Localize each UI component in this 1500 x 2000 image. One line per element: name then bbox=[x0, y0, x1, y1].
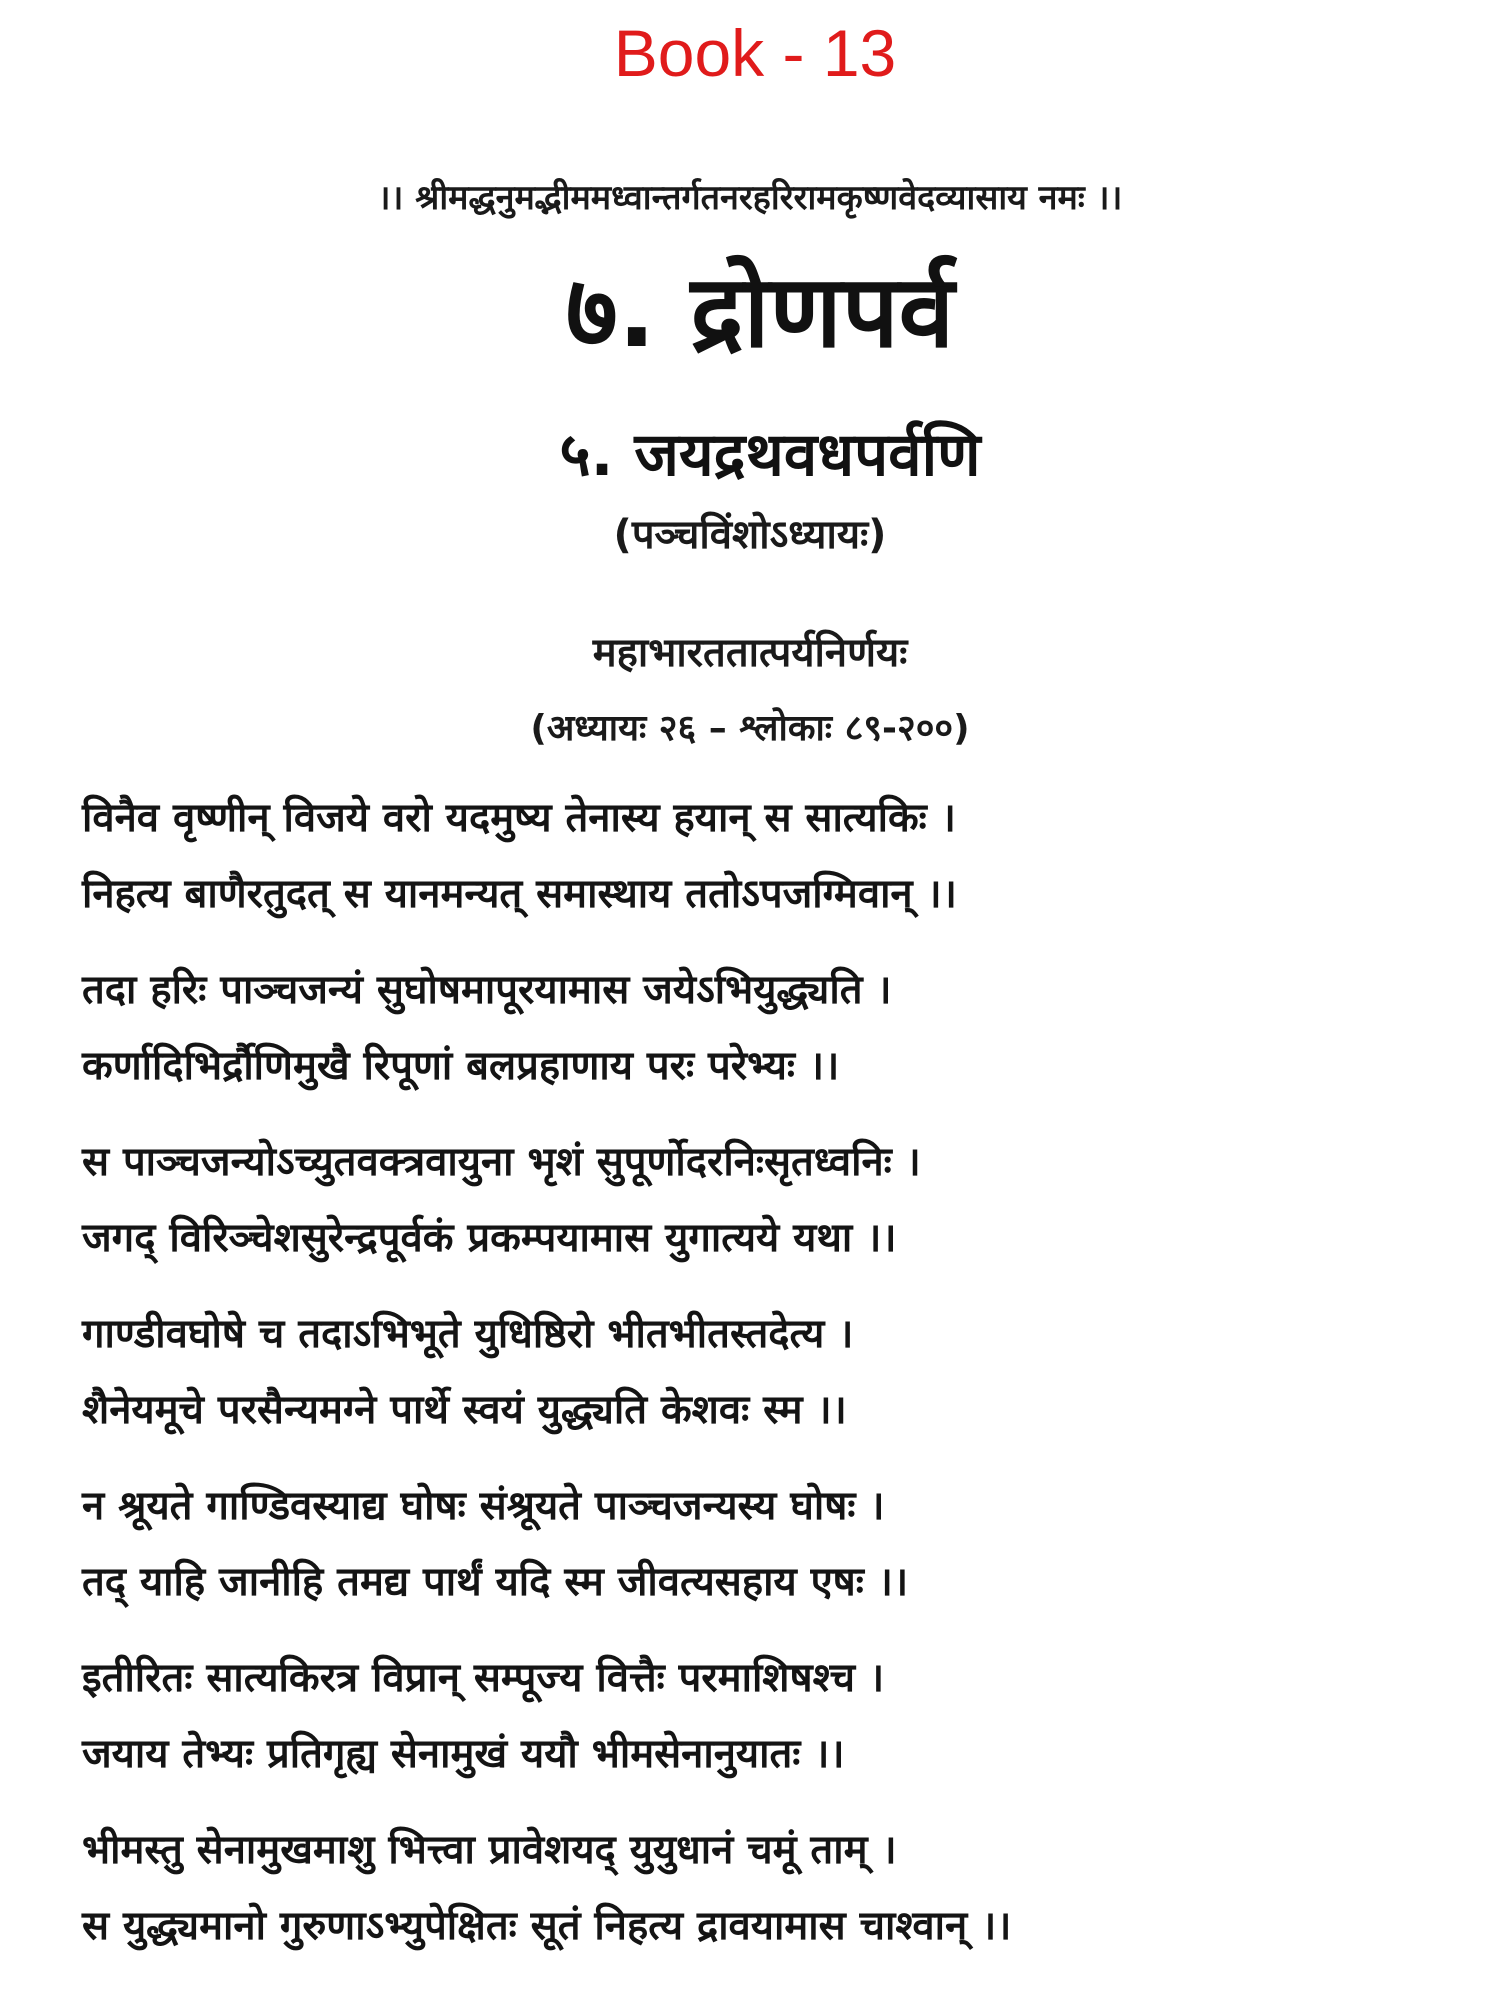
verse-block bbox=[82, 1124, 1482, 1276]
verse-line: तदा हरिः पाञ्चजन्यं सुघोषमापूरयामास जयेऽभियुद्ध्यति । bbox=[82, 967, 892, 1013]
verse-line: स पाञ्चजन्योऽच्युतवक्त्रवायुना भृशं सुपूर्णोदरनिःसृतध्वनिः । bbox=[82, 1139, 921, 1185]
verse-line: इतीरितः सात्यकिरत्र विप्रान् सम्पूज्य वित्तैः परमाशिषश्च । bbox=[82, 1655, 885, 1701]
book-label: Book - 13 bbox=[613, 16, 897, 90]
verse-block bbox=[82, 952, 1482, 1104]
verse-block bbox=[82, 1296, 1482, 1448]
verse-line: तद् याहि जानीहि तमद्य पार्थं यदि स्म जीवत्यसहाय एषः ।। bbox=[82, 1559, 909, 1605]
verse-block bbox=[82, 780, 1482, 932]
verse-line: न श्रूयते गाण्डिवस्याद्य घोषः संश्रूयते पाञ्चजन्यस्य घोषः । bbox=[82, 1483, 885, 1529]
verse-line: स युद्ध्यमानो गुरुणाऽभ्युपेक्षितः सूतं निहत्य द्रावयामास चाश्वान् ।। bbox=[82, 1903, 1012, 1949]
verse-line: जयाय तेभ्यः प्रतिगृह्य सेनामुखं ययौ भीमसेनानुयातः ।। bbox=[82, 1731, 845, 1777]
verse-line: जगद् विरिञ्चेशसुरेन्द्रपूर्वकं प्रकम्पयामास युगात्यये यथा ।। bbox=[82, 1215, 897, 1261]
verse-line: शैनेयमूचे परसैन्यमग्ने पार्थे स्वयं युद्ध्यति केशवः स्म ।। bbox=[82, 1387, 847, 1433]
source-title: महाभारततात्पर्यनिर्णयः bbox=[592, 630, 908, 676]
verse-line: विनैव वृष्णीन् विजये वरो यदमुष्य तेनास्य हयान् स सात्यकिः । bbox=[82, 795, 956, 841]
verse-block bbox=[82, 1468, 1482, 1620]
parva-title: ७. द्रोणपर्व bbox=[565, 253, 955, 370]
verse-line: भीमस्तु सेनामुखमाशु भित्त्वा प्रावेशयद् युयुधानं चमूं ताम् । bbox=[82, 1827, 897, 1873]
verse-block bbox=[82, 1640, 1482, 1792]
verse-list bbox=[82, 780, 1482, 1984]
chapter-label: (पञ्चविंशोऽध्यायः) bbox=[613, 512, 887, 558]
verse-block bbox=[82, 1812, 1482, 1964]
invocation-line: ।। श्रीमद्धनुमद्भीममध्वान्तर्गतनरहरिरामकृष्णवेदव्यासाय नमः ।। bbox=[377, 178, 1123, 218]
verse-line: गाण्डीवघोषे च तदाऽभिभूते युधिष्ठिरो भीतभीतस्तदेत्य । bbox=[82, 1311, 854, 1357]
verse-line: कर्णादिभिर्द्रौणिमुखै रिपूणां बलप्रहाणाय परः परेभ्यः ।। bbox=[82, 1043, 840, 1089]
verse-line: निहत्य बाणैरतुदत् स यानमन्यत् समास्थाय ततोऽपजग्मिवान् ।। bbox=[82, 871, 957, 917]
source-range: (अध्यायः २६ – श्लोकाः ८९-२००) bbox=[530, 708, 970, 749]
subparva-title: ५. जयद्रथवधपर्वणि bbox=[559, 420, 981, 490]
